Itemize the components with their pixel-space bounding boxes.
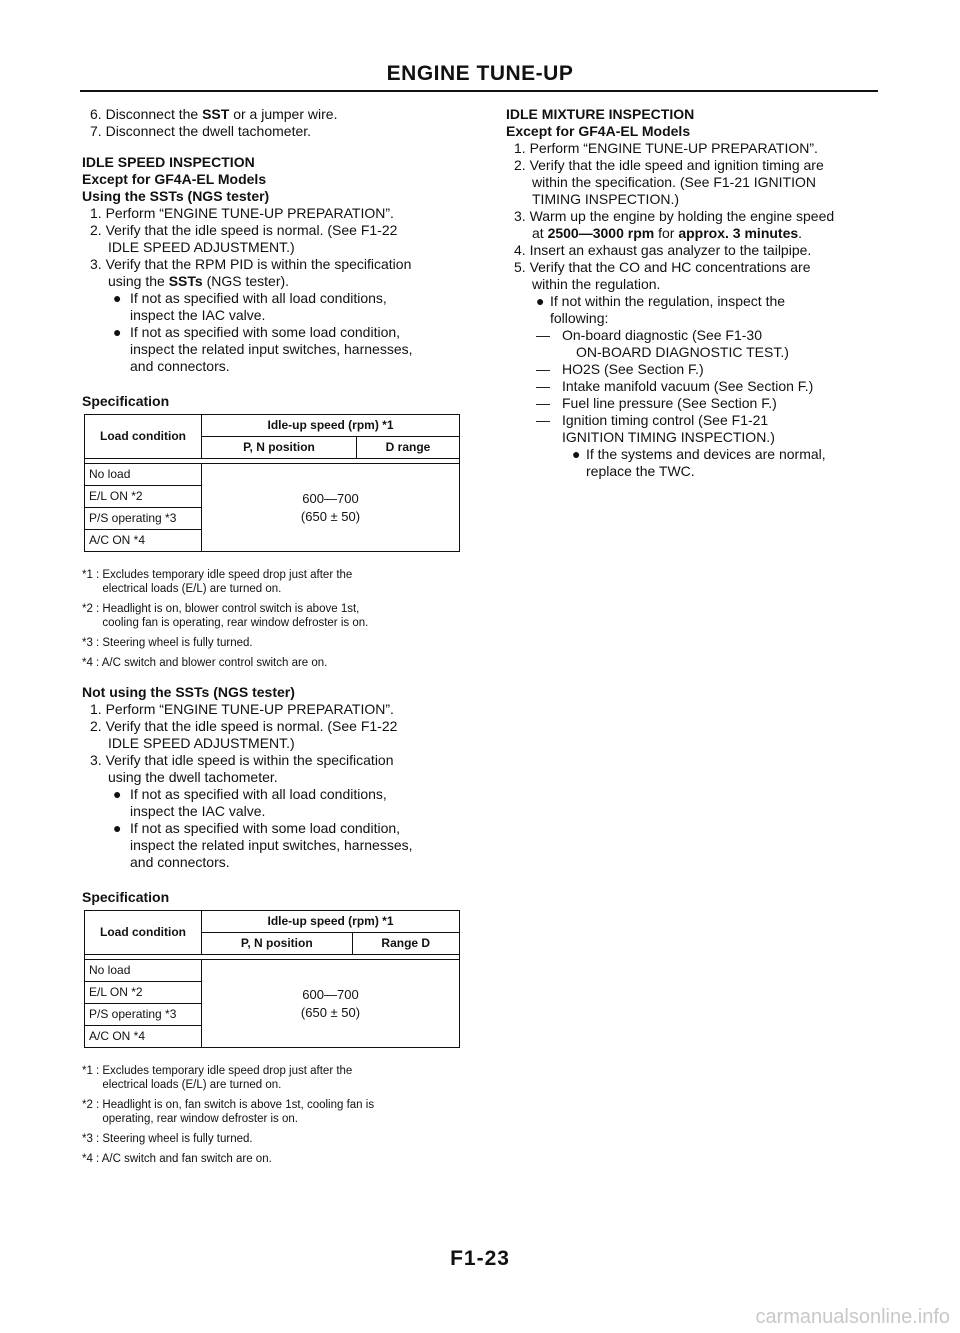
step: 1. Perform “ENGINE TUNE-UP PREPARATION”. (90, 205, 394, 221)
col-idle-up-speed: Idle-up speed (rpm) *1 (202, 911, 460, 933)
col-range-d: Range D (352, 933, 459, 955)
bullet-item: ● If not as specified with some load condition, inspect the related input switches, harnesses, and connectors. (113, 820, 413, 870)
bullet-icon: ● (572, 446, 581, 462)
step: 1. Perform “ENGINE TUNE-UP PREPARATION”. (514, 140, 818, 156)
dash-icon: — (536, 361, 550, 377)
footnote: *4 : A/C switch and blower control switch are on. (82, 657, 328, 669)
bullet-icon: ● (113, 324, 122, 340)
dash-item: — Ignition timing control (See F1-21 IGNITION TIMING INSPECTION.) (536, 412, 775, 445)
table-row-label: No load (85, 960, 202, 982)
dash-item: — HO2S (See Section F.) (536, 361, 704, 377)
step: 3. Verify that idle speed is within the specification (90, 752, 394, 768)
table-row-label: P/S operating *3 (85, 508, 202, 530)
step: 1. Perform “ENGINE TUNE-UP PREPARATION”. (90, 701, 394, 717)
step-cont: within the specification. (See F1-21 IGNITION (532, 174, 816, 190)
col-pn-position: P, N position (202, 933, 353, 955)
step: 4. Insert an exhaust gas analyzer to the tailpipe. (514, 242, 812, 258)
bullet-item: ● If not as specified with all load conditions, inspect the IAC valve. (113, 786, 387, 819)
col-load-condition: Load condition (85, 911, 202, 955)
col-idle-up-speed: Idle-up speed (rpm) *1 (202, 415, 460, 437)
section-subheading: Using the SSTs (NGS tester) (82, 188, 270, 204)
section-heading: Not using the SSTs (NGS tester) (82, 684, 295, 700)
table-value: 600—700 (650 ± 50) (202, 464, 460, 552)
bullet-icon: ● (113, 290, 122, 306)
bullet-icon: ● (113, 786, 122, 802)
table-row-label: E/L ON *2 (85, 486, 202, 508)
bullet-item: ● If not as specified with some load condition, inspect the related input switches, harnesses, and connectors. (113, 324, 413, 374)
step-cont: IDLE SPEED ADJUSTMENT.) (108, 239, 295, 255)
col-pn-position: P, N position (202, 437, 357, 459)
table-row-label: No load (85, 464, 202, 486)
footnote: *2 : Headlight is on, fan switch is above 1st, cooling fan is operating, rear window defroster is on. (82, 1099, 375, 1125)
spec-title: Specification (82, 889, 170, 905)
table-row-label: A/C ON *4 (85, 1026, 202, 1048)
footnote: *1 : Excludes temporary idle speed drop just after the electrical loads (E/L) are turned on. (82, 1065, 353, 1091)
section-subheading: Except for GF4A-EL Models (506, 123, 691, 139)
spec-title: Specification (82, 393, 170, 409)
step: 3. Verify that the RPM PID is within the specification (90, 256, 412, 272)
page-title: ENGINE TUNE-UP (386, 62, 574, 85)
footnote: *4 : A/C switch and fan switch are on. (82, 1153, 272, 1165)
footnote: *2 : Headlight is on, blower control switch is above 1st, cooling fan is operating, rear window defroster is on. (82, 603, 369, 629)
spec-table (84, 910, 460, 1048)
bullet-icon: ● (536, 293, 545, 309)
footnotes (82, 568, 472, 670)
step-cont: TIMING INSPECTION.) (532, 191, 679, 207)
col-load-condition: Load condition (85, 415, 202, 459)
table-row-label: A/C ON *4 (85, 530, 202, 552)
step: 5. Verify that the CO and HC concentrations are (514, 259, 811, 275)
header-rule (80, 90, 878, 92)
step-6: 6. Disconnect the SST or a jumper wire. (90, 106, 338, 122)
step: 2. Verify that the idle speed is normal. (See F1-22 (90, 222, 398, 238)
bullet-item: ● If not within the regulation, inspect the following: (536, 293, 786, 326)
footnote: *3 : Steering wheel is fully turned. (82, 1133, 253, 1145)
spec-table (84, 414, 460, 552)
table-row-label: E/L ON *2 (85, 982, 202, 1004)
dash-icon: — (536, 395, 550, 411)
step-cont: within the regulation. (532, 276, 661, 292)
step-7: 7. Disconnect the dwell tachometer. (90, 123, 312, 139)
section-heading: IDLE SPEED INSPECTION (82, 154, 255, 170)
page-number: F1-23 (450, 1247, 510, 1270)
table-row-label: P/S operating *3 (85, 1004, 202, 1026)
dash-item: — On-board diagnostic (See F1-30 ON-BOARD DIAGNOSTIC TEST.) (536, 327, 789, 360)
step-cont: using the SSTs (NGS tester). (108, 273, 290, 289)
watermark: carmanualsonline.info (755, 1306, 950, 1328)
step-cont: using the dwell tachometer. (108, 769, 278, 785)
dash-item: — Intake manifold vacuum (See Section F.) (536, 378, 814, 394)
dash-icon: — (536, 378, 550, 394)
step-cont: at 2500—3000 rpm for approx. 3 minutes. (532, 225, 803, 241)
bullet-icon: ● (113, 820, 122, 836)
step: 2. Verify that the idle speed is normal. (See F1-22 (90, 718, 398, 734)
footnote: *3 : Steering wheel is fully turned. (82, 637, 253, 649)
dash-item: — Fuel line pressure (See Section F.) (536, 395, 777, 411)
section-heading: IDLE MIXTURE INSPECTION (506, 106, 695, 122)
bullet-item: ● If not as specified with all load conditions, inspect the IAC valve. (113, 290, 387, 323)
step-cont: IDLE SPEED ADJUSTMENT.) (108, 735, 295, 751)
bullet-item: ● If the systems and devices are normal, replace the TWC. (572, 446, 826, 479)
footnotes (82, 1064, 472, 1166)
footnote: *1 : Excludes temporary idle speed drop just after the electrical loads (E/L) are turned on. (82, 569, 353, 595)
table-value: 600—700 (650 ± 50) (202, 960, 460, 1048)
step: 3. Warm up the engine by holding the engine speed (514, 208, 835, 224)
col-d-range: D range (357, 437, 460, 459)
left-column (82, 106, 472, 1172)
dash-icon: — (536, 412, 550, 428)
section-subheading: Except for GF4A-EL Models (82, 171, 267, 187)
dash-icon: — (536, 327, 550, 343)
step: 2. Verify that the idle speed and ignition timing are (514, 157, 824, 173)
right-column (506, 106, 886, 480)
